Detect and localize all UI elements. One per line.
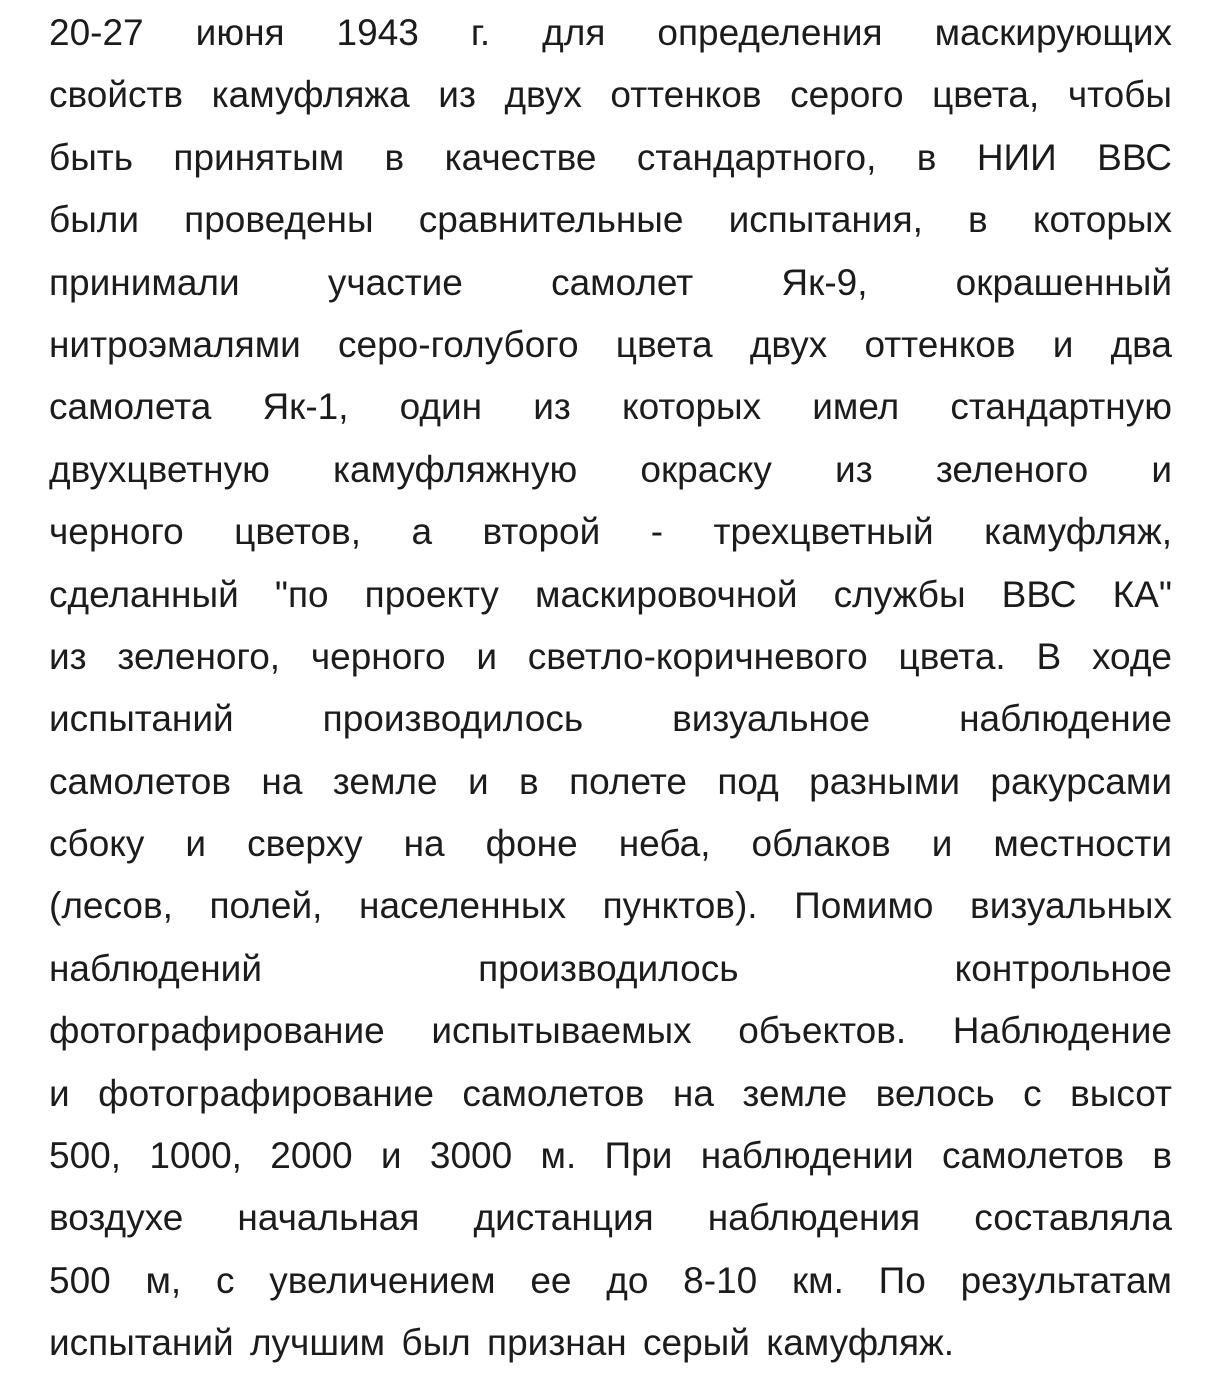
- text-line: самолетов на земле и в полете под разными ракурсами: [49, 760, 1172, 802]
- document-text-block: [49, 6, 1172, 1379]
- text-line: нитроэмалями серо-голубого цвета двух оттенков и два: [49, 323, 1172, 365]
- text-line: (лесов, полей, населенных пунктов). Помимо визуальных: [49, 885, 1172, 927]
- text-line: 20-27 июня 1943 г. для определения маскирующих: [49, 12, 1172, 53]
- text-line: наблюдений производилось контрольное: [49, 947, 1172, 989]
- text-line: из зеленого, черного и светло-коричневого цвета. В ходе: [49, 635, 1172, 677]
- text-line: 500 м, с увеличением ее до 8-10 км. По результатам: [49, 1259, 1172, 1301]
- text-line: свойств камуфляжа из двух оттенков серого цвета, чтобы: [49, 74, 1172, 116]
- text-line: были проведены сравнительные испытания, в которых: [49, 199, 1172, 241]
- text-line: сделанный "по проекту маскировочной службы ВВС КА": [49, 573, 1172, 615]
- text-line: быть принятым в качестве стандартного, в НИИ ВВС: [49, 136, 1172, 178]
- text-line: фотографирование испытываемых объектов. Наблюдение: [49, 1010, 1172, 1052]
- text-line: принимали участие самолет Як-9, окрашенный: [49, 261, 1172, 303]
- text-line: сбоку и сверху на фоне неба, облаков и местности: [49, 823, 1172, 865]
- text-line-last: испытаний лучшим был признан серый камуфляж.: [49, 1322, 955, 1364]
- text-line: воздухе начальная дистанция наблюдения составляла: [49, 1197, 1172, 1239]
- text-line: и фотографирование самолетов на земле велось с высот: [49, 1072, 1172, 1114]
- text-line: самолета Як-1, один из которых имел стандартную: [49, 386, 1172, 428]
- text-line: двухцветную камуфляжную окраску из зеленого и: [49, 448, 1172, 490]
- text-line: 500, 1000, 2000 и 3000 м. При наблюдении самолетов в: [49, 1135, 1172, 1177]
- text-line: черного цветов, а второй - трехцветный камуфляж,: [49, 511, 1172, 553]
- text-line: испытаний производилось визуальное наблюдение: [49, 698, 1172, 740]
